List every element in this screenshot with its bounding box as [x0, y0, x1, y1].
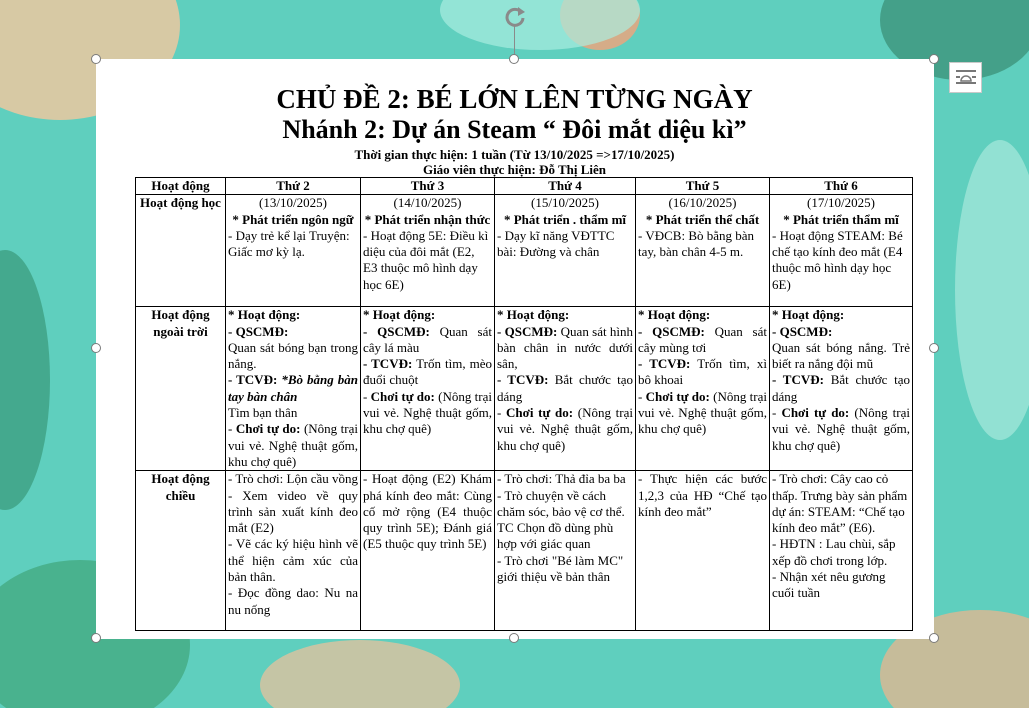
tcvd-label: - TCVĐ:: [363, 356, 413, 372]
tcvd-label: - TCVĐ:: [772, 372, 824, 388]
table-cell: - Trò chơi: Thả đỉa ba ba - Trò chuyện về cách chăm sóc, bảo vệ cơ thể. TC Chọn đồ dùng phù hợp với giác quan - Trò chơi "Bé làm MC" giới thiệu về bản thân: [495, 471, 636, 631]
table-cell: - Hoạt động (E2) Khám phá kính đeo mắt: Cùng cố mở rộng (E4 thuộc quy trình 5E); Đánh giá (E5 thuộc quy trình 5E): [361, 471, 495, 631]
qscmd-label: - QSCMĐ:: [228, 323, 289, 339]
table-cell: - Thực hiện các bước 1,2,3 của HĐ “Chế tạo kính đeo mắt”: [636, 471, 770, 631]
qscmd-label: - QSCMĐ:: [363, 323, 430, 339]
resize-handle-top[interactable]: [509, 54, 519, 64]
qscmd-text: Quan sát cây lá màu: [363, 323, 492, 355]
tcvd-text: Bắt chước tạo dáng: [772, 372, 910, 404]
table-cell: * Hoạt động: - QSCMĐ: Quan sát cây mùng tơi - TCVĐ: Trốn tìm, xì bô khoai - Chơi tự do: (Nông trại vui vẻ. Nghệ thuật gốm, khu chợ quê): [636, 307, 770, 471]
tcvd-text: Trốn tìm, mèo đuổi chuột: [363, 356, 492, 388]
cell-content: - Hoạt động 5E: Điều kì diệu của đôi mắt (E2, E3 thuộc mô hình dạy học 6E): [363, 227, 489, 292]
page-subtitle: Nhánh 2: Dự án Steam “ Đôi mắt diệu kì”: [282, 115, 747, 144]
resize-handle-bottom-right[interactable]: [929, 633, 939, 643]
domain-label: * Phát triển thể chất: [645, 211, 760, 227]
tcvd-text: *Bò bằng bàn tay bàn chân: [228, 372, 359, 404]
table-row-ngoai-troi: [136, 307, 913, 471]
tcvd-text: Bắt chước tạo dáng: [497, 372, 633, 404]
table-cell: [495, 195, 636, 307]
qscmd-text: Quan sát cây mùng tơi: [638, 323, 767, 355]
rotate-icon[interactable]: [501, 4, 529, 32]
free-play-label: Chơi tự do:: [370, 388, 435, 404]
resize-handle-bottom[interactable]: [509, 633, 519, 643]
tcvd-text: Trốn tìm, xì bô khoai: [638, 356, 768, 388]
column-header: Thứ 2: [226, 178, 361, 195]
qscmd-label: - QSCMĐ:: [497, 323, 558, 339]
free-play-label: Chơi tự do:: [645, 388, 710, 404]
cell-content: - Dạy trẻ kể lại Truyện: Giấc mơ kỳ lạ.: [228, 227, 350, 260]
activity-heading: * Hoạt động:: [363, 307, 436, 323]
table-cell: * Hoạt động: - QSCMĐ: Quan sát cây lá màu - TCVĐ: Trốn tìm, mèo đuổi chuột - Chơi tự do: (Nông trại vui vẻ. Nghệ thuật gốm, khu chợ quê): [361, 307, 495, 471]
table-cell: [226, 195, 361, 307]
resize-handle-top-left[interactable]: [91, 54, 101, 64]
page-title: CHỦ ĐỀ 2: BÉ LỚN LÊN TỪNG NGÀY: [276, 84, 753, 114]
tcvd-label: - TCVĐ:: [228, 372, 278, 388]
activity-heading: * Hoạt động:: [228, 307, 301, 323]
tcvd-label: - TCVĐ:: [638, 356, 691, 372]
duration-text: Thời gian thực hiện: 1 tuần (Từ 13/10/2025 =>17/10/2025): [354, 147, 675, 162]
table-cell: [770, 195, 913, 307]
free-play-text: (Nông trại vui vẻ. Nghệ thuật gốm, khu chợ quê): [363, 388, 492, 437]
column-header: Thứ 4: [495, 178, 636, 195]
row-label: Hoạt động chiều: [136, 471, 226, 631]
table-cell: * Hoạt động: - QSCMĐ: Quan sát hình bàn chân in nước dưới sân, - TCVĐ: Bắt chước tạo dáng - Chơi tự do: (Nông trại vui vẻ. Nghệ thuật gốm, khu chợ quê): [495, 307, 636, 471]
row-label: Hoạt động ngoài trời: [136, 307, 226, 471]
table-row-chieu: [136, 471, 913, 631]
table-cell: - Trò chơi: Lộn cầu vồng - Xem video về quy trình sản xuất kính đeo mắt (E2) - Vẽ các ký hiệu hình vẽ thể hiện cảm xúc của bản thân. - Đọc đồng dao: Nu na nu nống: [226, 471, 361, 631]
free-play-text: (Nông trại vui vẻ. Nghệ thuật gốm, khu chợ quê): [772, 405, 910, 453]
activity-heading: * Hoạt động:: [638, 307, 711, 323]
table-cell: * Hoạt động: - QSCMĐ: Quan sát bóng nắng. Trẻ biết ra nắng đội mũ - TCVĐ: Bắt chước tạo dáng - Chơi tự do: (Nông trại vui vẻ. Nghệ thuật gốm, khu chợ quê): [770, 307, 913, 471]
qscmd-text: Quan sát hình bàn chân in nước dưới sân,: [497, 323, 633, 372]
cell-content: - Hoạt động STEAM: Bé chế tạo kính đeo mắt (E4 thuộc mô hình dạy học 6E): [772, 227, 903, 292]
qscmd-label: - QSCMĐ:: [772, 323, 833, 339]
date-label: (13/10/2025): [259, 195, 327, 211]
date-label: (14/10/2025): [393, 195, 462, 211]
date-label: (17/10/2025): [807, 195, 875, 211]
table-header-row: [136, 178, 913, 195]
domain-label: * Phát triển . thẩm mĩ: [503, 211, 627, 227]
domain-label: * Phát triển nhận thức: [364, 211, 491, 227]
domain-label: * Phát triển thẩm mĩ: [783, 211, 899, 227]
cell-content: - VĐCB: Bò bằng bàn tay, bàn chân 4-5 m.: [638, 227, 755, 260]
column-header: Thứ 6: [770, 178, 913, 195]
activity-heading: * Hoạt động:: [772, 307, 845, 323]
schedule-table: [135, 177, 913, 631]
extra-text: Tìm bạn thân: [228, 405, 298, 421]
free-play-text: (Nông trại vui vẻ. Nghệ thuật gốm, khu chợ quê): [497, 405, 633, 453]
resize-handle-bottom-left[interactable]: [91, 633, 101, 643]
cell-content: - Dạy kĩ năng VĐTTC bài: Đường và chân: [497, 227, 615, 260]
date-label: (16/10/2025): [668, 195, 737, 211]
column-header: Hoạt động: [136, 178, 226, 195]
domain-label: * Phát triển ngôn ngữ: [232, 211, 354, 227]
free-play-text: (Nông trại vui vẻ. Nghệ thuật gốm, khu chợ quê): [228, 421, 358, 469]
column-header: Thứ 5: [636, 178, 770, 195]
free-play-label: Chơi tự do:: [781, 405, 850, 421]
qscmd-text: Quan sát bóng nắng. Trẻ biết ra nắng đội mũ: [772, 339, 910, 372]
date-label: (15/10/2025): [531, 195, 599, 211]
free-play-text: (Nông trại vui vẻ. Nghệ thuật gốm, khu chợ quê): [638, 388, 767, 437]
activity-heading: * Hoạt động:: [497, 307, 570, 323]
tcvd-label: - TCVĐ:: [497, 372, 549, 388]
table-cell: - Trò chơi: Cây cao cỏ thấp. Trưng bày sản phẩm dự án: STEAM: “Chế tạo kính đeo mắt” (E6). - HĐTN : Lau chùi, sắp xếp đồ chơi trong lớp. - Nhận xét nêu gương cuối tuần: [770, 471, 913, 631]
column-header: Thứ 3: [361, 178, 495, 195]
resize-handle-left[interactable]: [91, 343, 101, 353]
free-play-label: Chơi tự do:: [506, 405, 574, 421]
teacher-text: Giáo viên thực hiện: Đỗ Thị Liên: [422, 162, 607, 177]
free-play-label: Chơi tự do:: [235, 421, 301, 437]
table-cell: * Hoạt động: - QSCMĐ: Quan sát bóng bạn trong nắng. - TCVĐ: *Bò bằng bàn tay bàn chân Tìm bạn thân - Chơi tự do: (Nông trại vui vẻ. Nghệ thuật gốm, khu chợ quê): [226, 307, 361, 471]
qscmd-label: - QSCMĐ:: [638, 323, 705, 339]
table-cell: [361, 195, 495, 307]
row-label: Hoạt động học: [136, 195, 226, 307]
qscmd-text: Quan sát bóng bạn trong nắng.: [228, 339, 358, 372]
resize-handle-top-right[interactable]: [929, 54, 939, 64]
table-cell: [636, 195, 770, 307]
table-row-hoc: [136, 195, 913, 307]
resize-handle-right[interactable]: [929, 343, 939, 353]
